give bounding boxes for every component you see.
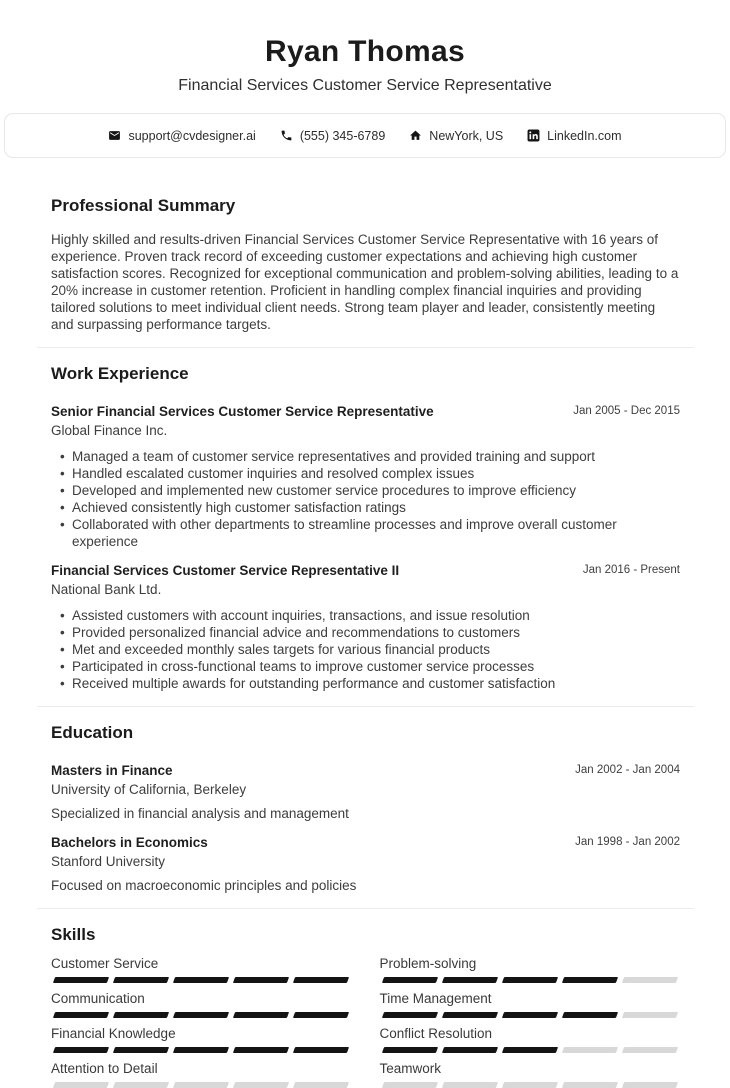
skill-item xyxy=(51,955,352,983)
jobs-list xyxy=(51,403,680,692)
education-entry xyxy=(51,834,680,894)
skill-segment-empty xyxy=(622,1047,678,1053)
job-bullet: • Provided personalized financial advice and recommendations to customers xyxy=(51,624,680,641)
job-dates: Jan 2005 - Dec 2015 xyxy=(573,405,680,417)
job-bullet: • Developed and implemented new customer service procedures to improve efficiency xyxy=(51,482,680,499)
section-divider xyxy=(37,706,694,707)
skill-segment-empty xyxy=(622,1012,678,1018)
skill-segment-filled xyxy=(502,1012,558,1018)
skill-level-bar xyxy=(380,1012,681,1018)
skill-segment-filled xyxy=(442,1047,498,1053)
contact-text: LinkedIn.com xyxy=(547,128,622,143)
skill-level-bar xyxy=(51,1047,352,1053)
skill-label: Time Management xyxy=(379,991,492,1006)
job-bullets xyxy=(51,607,680,692)
skill-item xyxy=(380,955,681,983)
skill-item xyxy=(51,1025,352,1053)
job-bullet: • Achieved consistently high customer satisfaction ratings xyxy=(51,499,680,516)
job-dates: Jan 2016 - Present xyxy=(582,564,680,576)
skill-segment-empty xyxy=(562,1082,618,1088)
skill-level-bar xyxy=(380,1082,681,1088)
skill-label: Communication xyxy=(51,991,145,1006)
section-education xyxy=(51,723,680,894)
job-bullet: • Collaborated with other departments to streamline processes and improve overall customer experience xyxy=(51,516,680,550)
summary-heading: Professional Summary xyxy=(51,196,236,215)
skill-segment-empty xyxy=(173,1082,229,1088)
skill-level-bar xyxy=(51,1082,352,1088)
contact-bar xyxy=(4,113,726,158)
skill-segment-filled xyxy=(173,1047,229,1053)
job-title: Senior Financial Services Customer Service Representative xyxy=(51,404,434,419)
skill-segment-empty xyxy=(622,977,678,983)
skill-segment-filled xyxy=(293,977,349,983)
skill-label: Customer Service xyxy=(51,956,159,971)
skill-level-bar xyxy=(380,977,681,983)
contact-text: NewYork, US xyxy=(429,128,504,143)
contact-item-phone[interactable] xyxy=(280,129,385,143)
skill-segment-empty xyxy=(442,1082,498,1088)
skill-segment-filled xyxy=(381,1012,437,1018)
candidate-title: Financial Services Customer Service Representative xyxy=(178,77,552,94)
job-title: Financial Services Customer Service Representative II xyxy=(51,563,400,578)
job-entry-head xyxy=(51,403,680,420)
contact-text: (555) 345-6789 xyxy=(299,128,386,143)
degree-dates: Jan 1998 - Jan 2002 xyxy=(575,836,680,848)
experience-heading: Work Experience xyxy=(51,364,189,383)
skills-grid xyxy=(51,955,680,1088)
education-list xyxy=(51,762,680,894)
skill-segment-empty xyxy=(562,1047,618,1053)
job-bullets xyxy=(51,448,680,550)
section-work-experience xyxy=(51,364,680,692)
skill-level-bar xyxy=(380,1047,681,1053)
skill-segment-filled xyxy=(442,1012,498,1018)
skill-segment-filled xyxy=(233,1012,289,1018)
skill-segment-filled xyxy=(53,977,109,983)
skill-segment-filled xyxy=(233,1047,289,1053)
skill-segment-empty xyxy=(113,1082,169,1088)
skill-segment-filled xyxy=(293,1012,349,1018)
skill-segment-filled xyxy=(173,977,229,983)
skill-segment-filled xyxy=(442,977,498,983)
skill-segment-filled xyxy=(381,1047,437,1053)
contact-item-linkedin[interactable] xyxy=(527,129,621,143)
resume-body xyxy=(0,196,730,1088)
linkedin-icon xyxy=(527,129,540,142)
skill-segment-empty xyxy=(622,1082,678,1088)
skill-segment-empty xyxy=(293,1082,349,1088)
education-entry xyxy=(51,762,680,822)
degree-title: Bachelors in Economics xyxy=(51,835,208,850)
skill-segment-filled xyxy=(502,977,558,983)
skill-segment-filled xyxy=(113,977,169,983)
summary-text: Highly skilled and results-driven Financial Services Customer Service Representative with 16 years of experience. Proven track record of exceeding customer expectations and achieving high customer satisfaction scores. Recognized for exceptional communication and problem-solving abilities, leading to a 20% increase in customer retention. Proficient in handling complex financial inquiries and providing tailored solutions to meet individual client needs. Strong team player and leader, consistently meeting and surpassing performance targets. xyxy=(51,232,679,332)
skill-level-bar xyxy=(51,1012,352,1018)
job-entry xyxy=(51,562,680,692)
skill-label: Financial Knowledge xyxy=(51,1026,176,1041)
skill-segment-empty xyxy=(233,1082,289,1088)
skill-label: Teamwork xyxy=(379,1061,442,1076)
degree-title: Masters in Finance xyxy=(51,763,173,778)
skill-label: Conflict Resolution xyxy=(379,1026,493,1041)
section-skills xyxy=(51,925,680,1088)
job-entry xyxy=(51,403,680,550)
skill-segment-filled xyxy=(173,1012,229,1018)
section-professional-summary xyxy=(51,196,680,333)
skill-segment-empty xyxy=(53,1082,109,1088)
skill-segment-filled xyxy=(113,1047,169,1053)
degree-school: University of California, Berkeley xyxy=(51,782,247,797)
job-bullet: • Met and exceeded monthly sales targets for various financial products xyxy=(51,641,680,658)
contact-item-home[interactable] xyxy=(409,129,503,143)
skill-segment-empty xyxy=(502,1082,558,1088)
resume-header xyxy=(0,0,730,95)
skills-column-1 xyxy=(51,955,352,1088)
skill-level-bar xyxy=(51,977,352,983)
skill-item xyxy=(51,990,352,1018)
skill-segment-filled xyxy=(53,1012,109,1018)
job-company: National Bank Ltd. xyxy=(51,582,162,597)
section-divider xyxy=(37,908,694,909)
skill-segment-filled xyxy=(562,977,618,983)
skill-segment-filled xyxy=(381,977,437,983)
skill-segment-filled xyxy=(502,1047,558,1053)
home-icon xyxy=(409,129,422,142)
skills-column-2 xyxy=(380,955,681,1088)
skill-segment-empty xyxy=(381,1082,437,1088)
email-icon xyxy=(108,129,121,142)
phone-icon xyxy=(280,129,293,142)
job-bullet: • Managed a team of customer service representatives and provided training and support xyxy=(51,448,680,465)
contact-item-email[interactable] xyxy=(108,129,255,143)
skill-item xyxy=(380,1060,681,1088)
education-entry-head xyxy=(51,834,680,851)
education-entry-head xyxy=(51,762,680,779)
skill-segment-filled xyxy=(53,1047,109,1053)
degree-description: Specialized in financial analysis and management xyxy=(51,806,349,821)
skill-item xyxy=(380,990,681,1018)
job-bullet: • Assisted customers with account inquiries, transactions, and issue resolution xyxy=(51,607,680,624)
contact-text: support@cvdesigner.ai xyxy=(128,128,256,143)
skill-segment-filled xyxy=(233,977,289,983)
skill-segment-filled xyxy=(113,1012,169,1018)
degree-dates: Jan 2002 - Jan 2004 xyxy=(575,764,680,776)
job-entry-head xyxy=(51,562,680,579)
degree-school: Stanford University xyxy=(51,854,166,869)
skill-segment-filled xyxy=(562,1012,618,1018)
skill-label: Attention to Detail xyxy=(51,1061,158,1076)
skill-segment-filled xyxy=(293,1047,349,1053)
skill-item xyxy=(380,1025,681,1053)
job-bullet: • Handled escalated customer inquiries and resolved complex issues xyxy=(51,465,680,482)
degree-description: Focused on macroeconomic principles and policies xyxy=(51,878,357,893)
education-heading: Education xyxy=(51,723,134,742)
candidate-name: Ryan Thomas xyxy=(264,35,465,68)
job-company: Global Finance Inc. xyxy=(51,423,168,438)
skill-label: Problem-solving xyxy=(379,956,477,971)
section-divider xyxy=(37,347,694,348)
job-bullet: • Received multiple awards for outstanding performance and customer satisfaction xyxy=(51,675,680,692)
skills-heading: Skills xyxy=(51,925,96,944)
skill-item xyxy=(51,1060,352,1088)
job-bullet: • Participated in cross-functional teams to improve customer service processes xyxy=(51,658,680,675)
